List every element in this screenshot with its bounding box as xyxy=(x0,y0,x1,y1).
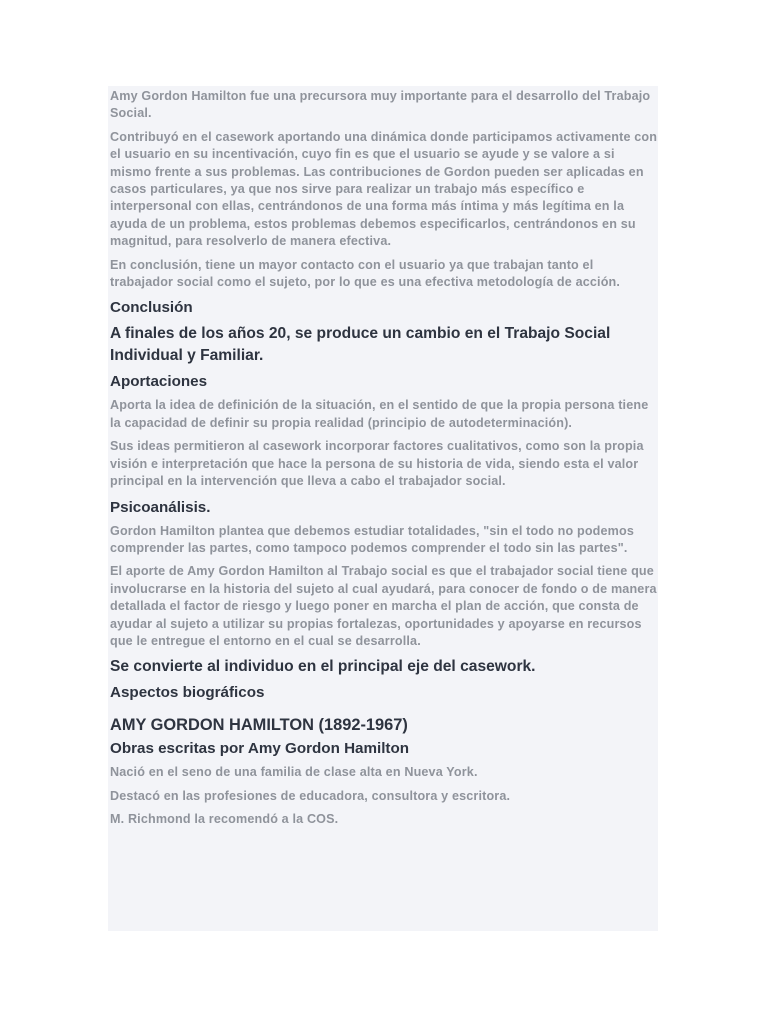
paragraph-contribucion: Contribuyó en el casework aportando una dinámica donde participamos activamente con el usuario en su incentivación, cuyo fin es que el usuario se ayude y se valore a si mismo frente a sus problemas. Las contribuciones de Gordon pueden ser aplicadas en casos particulares, ya que nos sirve para realizar un trabajo más específico e interpersonal con ellas, centrándonos de una forma más íntima y más legítima en la ayuda de un problema, estos problemas debemos especificarlos, centrándonos en su magnitud, para resolverlo de manera efectiva. xyxy=(110,129,658,249)
paragraph-factores-cualitativos: Sus ideas permitieron al casework incorporar factores cualitativos, como son la propia visión e interpretación que hace la persona de su historia de vida, siendo esta el valor principal en la intervención que lleva a cabo el trabajador social. xyxy=(110,439,644,489)
heading-aportaciones: Aportaciones xyxy=(110,373,208,391)
heading-amy-gordon-hamilton: AMY GORDON HAMILTON (1892-1967) xyxy=(110,716,408,735)
document-body xyxy=(110,88,658,835)
paragraph-richmond: M. Richmond la recomendó a la COS. xyxy=(110,812,339,827)
paragraph-precursora: Amy Gordon Hamilton fue una precursora muy importante para el desarrollo del Trabajo Social. xyxy=(110,89,651,121)
heading-conclusion: Conclusión xyxy=(110,299,193,317)
heading-psicoanalisis: Psicoanálisis. xyxy=(110,498,211,516)
paragraph-profesiones: Destacó en las profesiones de educadora, consultora y escritora. xyxy=(110,788,511,803)
heading-eje-casework: Se convierte al individuo en el principal eje del casework. xyxy=(110,658,536,676)
paragraph-aporte: El aporte de Amy Gordon Hamilton al Trabajo social es que el trabajador social tiene que involucrarse en la historia del sujeto al cual ayudará, para conocer de fondo o de manera detallada el factor de riesgo y luego poner en marcha el plan de acción, que consta de ayudar al sujeto a utilizar su propias fortalezas, oportunidades y apoyarse en recursos que le entregue el entorno en el cual se desarrolla. xyxy=(110,564,657,648)
paragraph-totalidades: Gordon Hamilton plantea que debemos estudiar totalidades, "sin el todo no podemos comprender las partes, como tampoco podemos comprender el todo sin las partes". xyxy=(110,523,635,555)
heading-finales-anos-20: A finales de los años 20, se produce un cambio en el Trabajo Social Individual y Familiar. xyxy=(110,325,611,365)
heading-aspectos-biograficos: Aspectos biográficos xyxy=(110,684,265,702)
paragraph-nacimiento: Nació en el seno de una familia de clase alta en Nueva York. xyxy=(110,765,478,780)
paragraph-conclusion-text: En conclusión, tiene un mayor contacto con el usuario ya que trabajan tanto el trabajador social como el sujeto, por lo que es una efectiva metodología de acción. xyxy=(110,257,621,290)
paragraph-definicion-situacion: Aporta la idea de definición de la situación, en el sentido de que la propia persona tiene la capacidad de definir su propia realidad (principio de autodeterminación). xyxy=(110,398,649,430)
heading-obras-escritas: Obras escritas por Amy Gordon Hamilton xyxy=(110,740,410,758)
